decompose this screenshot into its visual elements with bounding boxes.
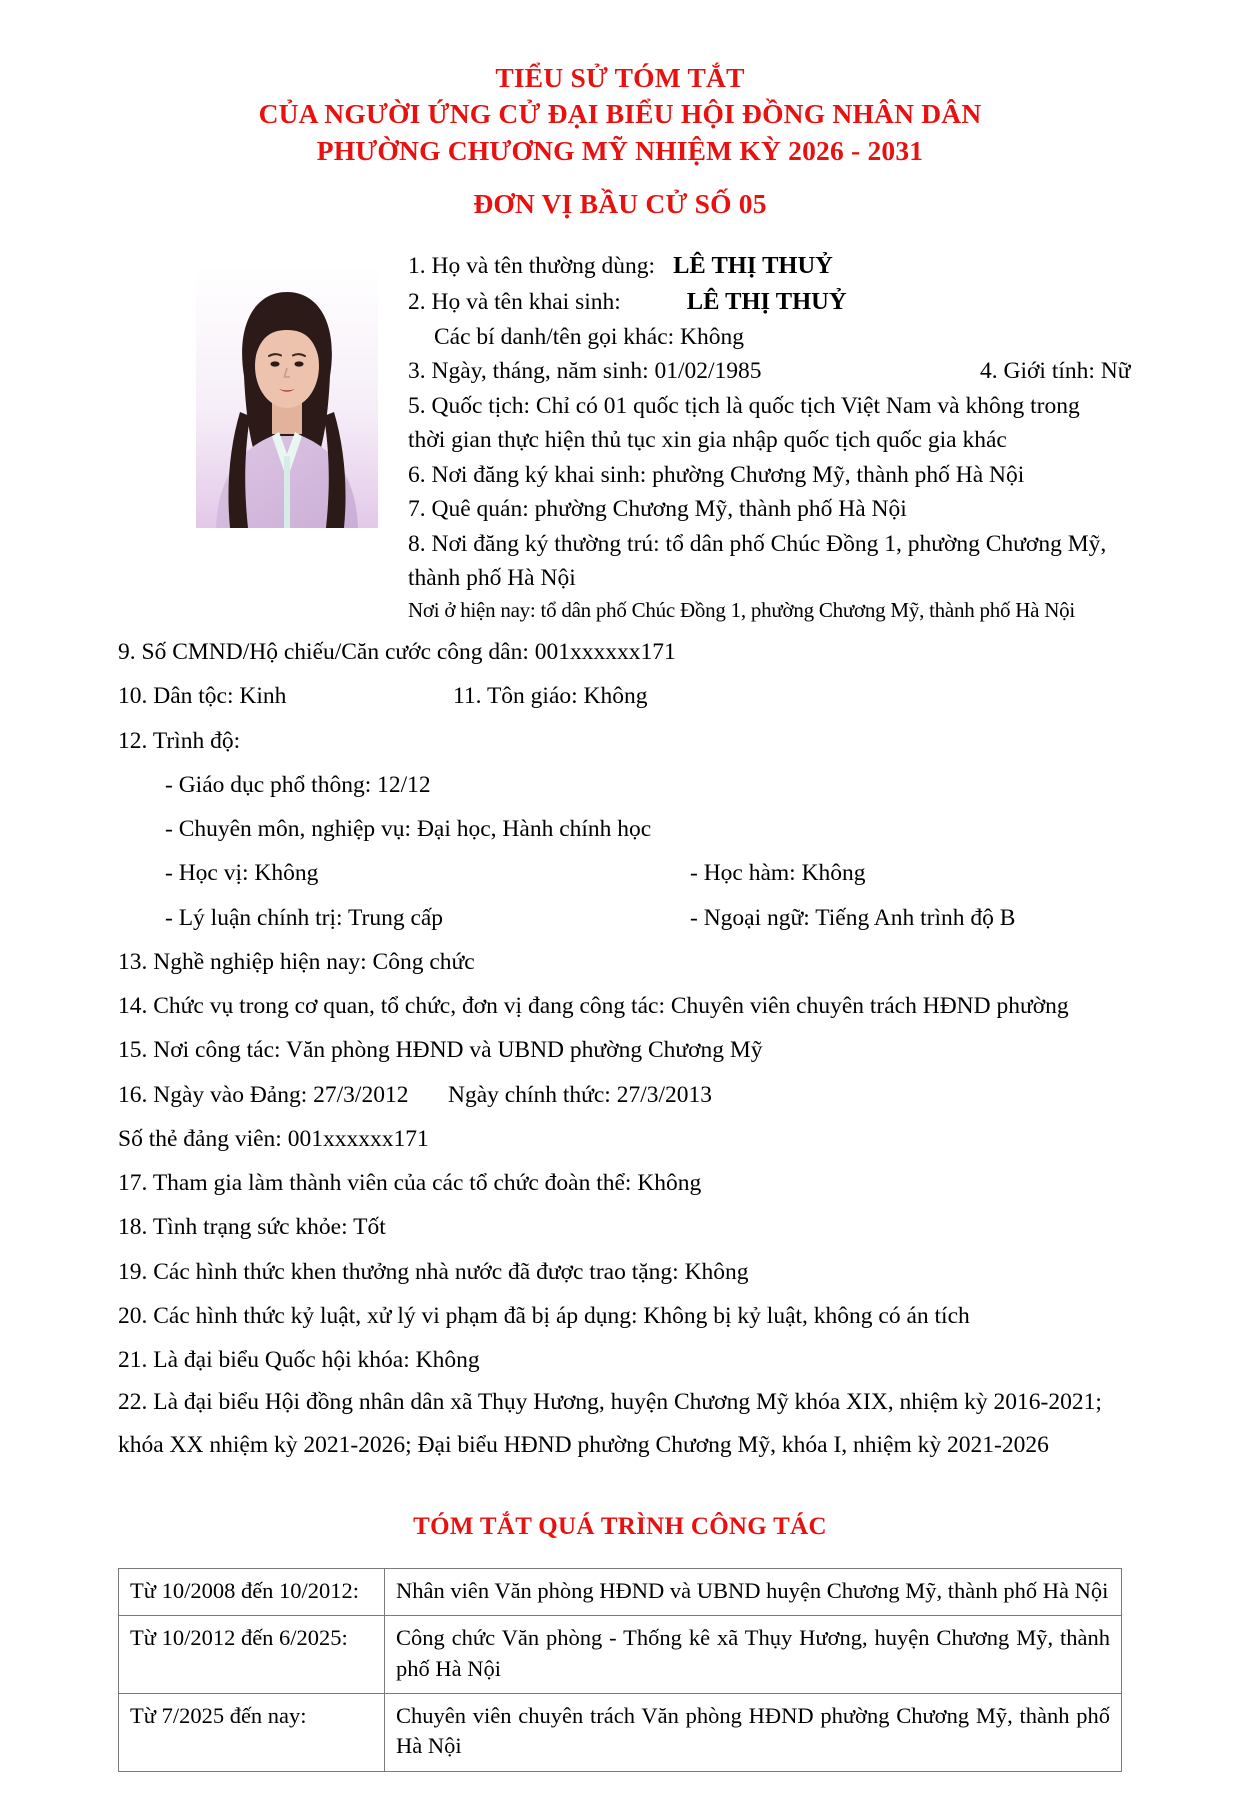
field-common-name [408,248,1122,284]
field-birth-name-value: LÊ THỊ THUỶ [686,288,847,316]
field-birth-registration: 6. Nơi đăng ký khai sinh: phường Chương Mỹ, thành phố Hà Nội [408,461,1025,488]
table-row [119,1693,1122,1771]
electoral-unit-label: ĐƠN VỊ BẦU CỬ SỐ 05 [473,187,767,219]
work-period: Từ 10/2008 đến 10/2012: [119,1568,385,1615]
body-field-list [118,635,1122,1463]
field-political-theory: - Lý luận chính trị: Trung cấp [165,904,444,931]
work-history-heading: TÓM TẮT QUÁ TRÌNH CÔNG TÁC [413,1512,827,1540]
work-period: Từ 7/2025 đến nay: [119,1693,385,1771]
field-nationality-line1: 5. Quốc tịch: Chỉ có 01 quốc tịch là quốc tịch Việt Nam và không trong [408,392,1080,419]
field-current-residence: Nơi ở hiện nay: tổ dân phố Chúc Đồng 1, phường Chương Mỹ, thành phố Hà Nội [408,598,1075,623]
table-row [119,1568,1122,1615]
field-academic-degree: - Học vị: Không [165,860,319,887]
title-line-3: PHƯỜNG CHƯƠNG MỸ NHIỆM KỲ 2026 - 2031 [316,134,924,166]
field-party-card-number: Số thẻ đảng viên: 001xxxxxx171 [118,1125,429,1152]
work-detail: Chuyên viên chuyên trách Văn phòng HĐND phường Chương Mỹ, thành phố Hà Nội [385,1693,1122,1771]
document-title-block [118,60,1122,222]
field-education-heading: 12. Trình độ: [118,727,241,754]
field-council-deputy-line2: khóa XX nhiệm kỳ 2021-2026; Đại biểu HĐND phường Chương Mỹ, khóa I, nhiệm kỳ 2021-2026 [118,1431,1049,1458]
field-occupation: 13. Nghề nghiệp hiện nay: Công chức [118,948,475,975]
field-aliases: Các bí danh/tên gọi khác: Không [434,323,744,350]
title-line-2: CỦA NGƯỜI ỨNG CỬ ĐẠI BIỂU HỘI ĐỒNG NHÂN DÂN [258,98,982,130]
intro-field-list [408,248,1131,626]
field-party-dates-row [118,1078,1122,1113]
field-dob-gender-row [408,354,1131,388]
field-gender: 4. Giới tính: Nữ [980,358,1131,385]
field-party-official-date: Ngày chính thức: 27/3/2013 [448,1081,713,1108]
field-general-education: - Giáo dục phổ thông: 12/12 [165,771,431,798]
field-birth-name [408,284,1122,320]
intro-section [118,248,1131,626]
field-workplace: 15. Nơi công tác: Văn phòng HĐND và UBND phường Chương Mỹ [118,1037,763,1064]
field-academic-title: - Học hàm: Không [690,860,866,887]
work-detail: Nhân viên Văn phòng HĐND và UBND huyện Chương Mỹ, thành phố Hà Nội [385,1568,1122,1615]
field-council-deputy-line1: 22. Là đại biểu Hội đồng nhân dân xã Thụy Hương, huyện Chương Mỹ khóa XIX, nhiệm kỳ 2016-2021; [118,1389,1102,1416]
field-party-join-date: 16. Ngày vào Đảng: 27/3/2012 [118,1081,409,1108]
field-health-status: 18. Tình trạng sức khỏe: Tốt [118,1214,386,1241]
field-ethnicity-religion-row [118,679,1122,714]
field-degree-title-row [118,856,1122,891]
field-hometown: 7. Quê quán: phường Chương Mỹ, thành phố Hà Nội [408,496,907,523]
field-date-of-birth: 3. Ngày, tháng, năm sinh: 01/02/1985 [408,358,762,385]
field-nationality-line2: thời gian thực hiện thủ tục xin gia nhập quốc tịch quốc gia khác [408,427,1007,454]
field-religion: 11. Tôn giáo: Không [453,683,648,710]
work-detail: Công chức Văn phòng - Thống kê xã Thụy Hương, huyện Chương Mỹ, thành phố Hà Nội [385,1616,1122,1694]
field-position: 14. Chức vụ trong cơ quan, tổ chức, đơn vị đang công tác: Chuyên viên chuyên trách HĐND phường [118,993,1069,1020]
field-national-assembly-deputy: 21. Là đại biểu Quốc hội khóa: Không [118,1347,480,1374]
field-state-awards: 19. Các hình thức khen thưởng nhà nước đã được trao tặng: Không [118,1258,749,1285]
field-foreign-language: - Ngoại ngữ: Tiếng Anh trình độ B [690,904,1016,931]
field-disciplinary-actions: 20. Các hình thức kỷ luật, xử lý vi phạm đã bị áp dụng: Không bị kỷ luật, không có án tích [118,1302,970,1329]
field-id-number: 9. Số CMND/Hộ chiếu/Căn cước công dân: 001xxxxxx171 [118,639,676,666]
field-common-name-label: 1. Họ và tên thường dùng: [408,253,656,280]
work-period: Từ 10/2012 đến 6/2025: [119,1616,385,1694]
title-line-1: TIỂU SỬ TÓM TẮT [495,62,745,93]
field-politics-language-row [118,901,1122,936]
field-permanent-residence-line2: thành phố Hà Nội [408,564,576,591]
work-history-table [118,1568,1122,1772]
field-organization-membership: 17. Tham gia làm thành viên của các tổ chức đoàn thể: Không [118,1170,702,1197]
table-row [119,1616,1122,1694]
field-ethnicity: 10. Dân tộc: Kinh [118,683,287,710]
field-common-name-value: LÊ THỊ THUỶ [673,252,833,280]
field-birth-name-label: 2. Họ và tên khai sinh: [408,289,621,316]
field-permanent-residence-line1: 8. Nơi đăng ký thường trú: tổ dân phố Chúc Đồng 1, phường Chương Mỹ, [408,530,1107,557]
candidate-photo [196,266,378,528]
field-professional-qualification: - Chuyên môn, nghiệp vụ: Đại học, Hành chính học [165,816,652,843]
